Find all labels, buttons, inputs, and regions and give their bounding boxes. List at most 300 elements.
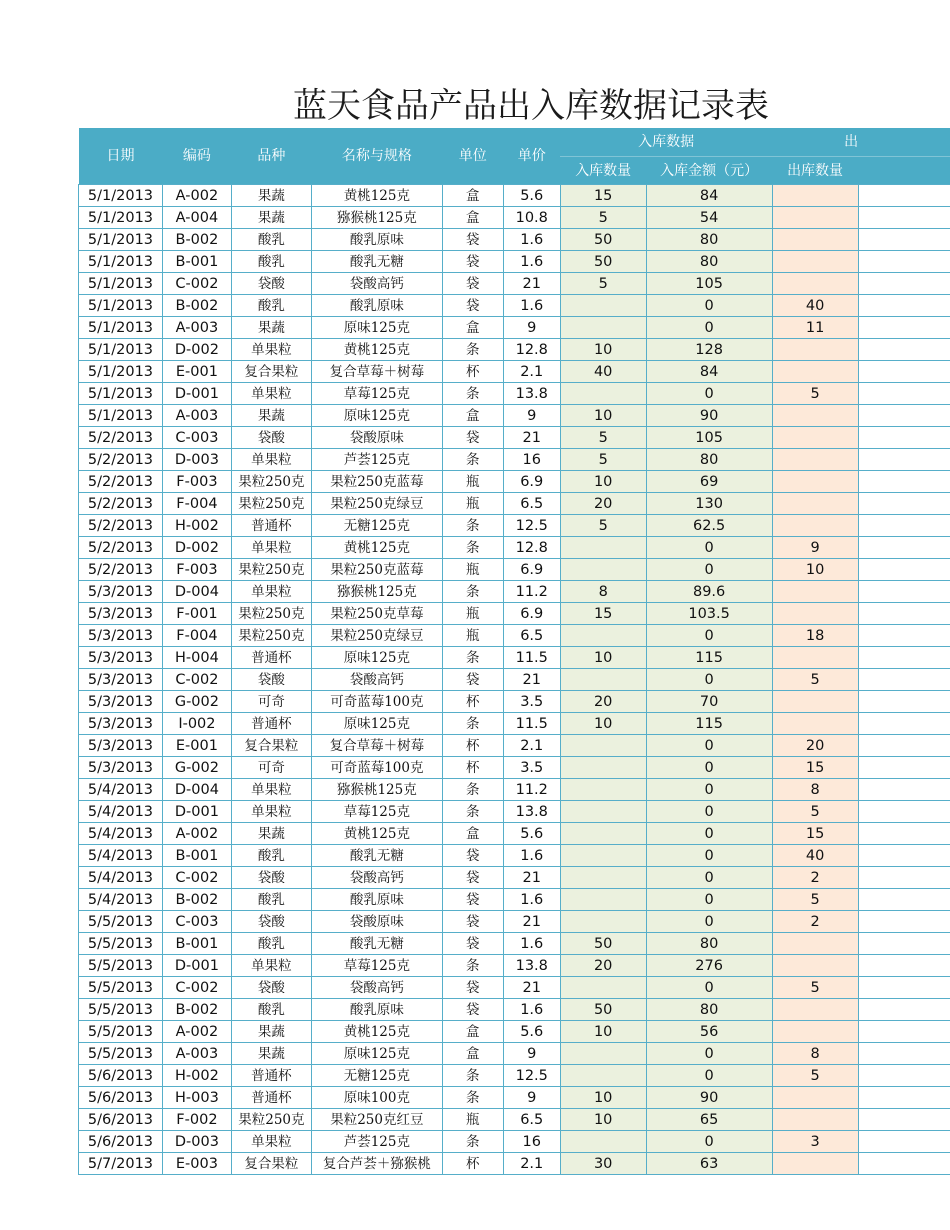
table-row bbox=[79, 273, 950, 295]
cell-code: C-003 bbox=[162, 427, 231, 449]
cell-in-amount: 115 bbox=[646, 713, 772, 735]
cell-out-qty: 11 bbox=[772, 317, 858, 339]
cell-in-amount: 0 bbox=[646, 669, 772, 691]
cell-date: 5/6/2013 bbox=[79, 1087, 163, 1109]
cell-overflow bbox=[858, 625, 950, 647]
cell-name-spec: 芦荟125克 bbox=[311, 449, 442, 471]
header-date: 日期 bbox=[79, 128, 163, 185]
table-row bbox=[79, 1153, 950, 1175]
cell-overflow bbox=[858, 515, 950, 537]
cell-name-spec: 酸乳原味 bbox=[311, 999, 442, 1021]
cell-overflow bbox=[858, 427, 950, 449]
cell-out-qty bbox=[772, 405, 858, 427]
cell-in-qty: 50 bbox=[560, 933, 646, 955]
table-row bbox=[79, 955, 950, 977]
cell-unit: 条 bbox=[442, 801, 503, 823]
cell-price: 21 bbox=[503, 911, 560, 933]
cell-in-qty bbox=[560, 295, 646, 317]
cell-date: 5/7/2013 bbox=[79, 1153, 163, 1175]
cell-in-qty: 8 bbox=[560, 581, 646, 603]
cell-out-qty bbox=[772, 229, 858, 251]
table-row bbox=[79, 801, 950, 823]
cell-name-spec: 原味125克 bbox=[311, 317, 442, 339]
cell-code: B-002 bbox=[162, 999, 231, 1021]
cell-code: G-002 bbox=[162, 757, 231, 779]
cell-category: 普通杯 bbox=[231, 1065, 311, 1087]
cell-unit: 杯 bbox=[442, 757, 503, 779]
cell-out-qty bbox=[772, 1109, 858, 1131]
cell-overflow bbox=[858, 955, 950, 977]
cell-name-spec: 果粒250克绿豆 bbox=[311, 625, 442, 647]
cell-name-spec: 酸乳原味 bbox=[311, 295, 442, 317]
cell-out-qty: 8 bbox=[772, 1043, 858, 1065]
cell-code: B-002 bbox=[162, 229, 231, 251]
cell-price: 21 bbox=[503, 867, 560, 889]
cell-price: 6.5 bbox=[503, 1109, 560, 1131]
cell-unit: 瓶 bbox=[442, 603, 503, 625]
cell-date: 5/3/2013 bbox=[79, 757, 163, 779]
cell-out-qty bbox=[772, 207, 858, 229]
cell-in-amount: 0 bbox=[646, 757, 772, 779]
cell-price: 1.6 bbox=[503, 295, 560, 317]
cell-name-spec: 黄桃125克 bbox=[311, 339, 442, 361]
cell-in-amount: 70 bbox=[646, 691, 772, 713]
cell-in-amount: 80 bbox=[646, 999, 772, 1021]
inventory-table bbox=[78, 128, 950, 1175]
cell-name-spec: 果粒250克草莓 bbox=[311, 603, 442, 625]
cell-in-qty bbox=[560, 1043, 646, 1065]
cell-out-qty: 5 bbox=[772, 383, 858, 405]
cell-name-spec: 袋酸高钙 bbox=[311, 867, 442, 889]
cell-price: 9 bbox=[503, 1043, 560, 1065]
cell-code: A-003 bbox=[162, 1043, 231, 1065]
cell-date: 5/5/2013 bbox=[79, 933, 163, 955]
cell-name-spec: 黄桃125克 bbox=[311, 1021, 442, 1043]
cell-in-amount: 62.5 bbox=[646, 515, 772, 537]
cell-in-amount: 69 bbox=[646, 471, 772, 493]
cell-category: 果蔬 bbox=[231, 207, 311, 229]
cell-category: 酸乳 bbox=[231, 889, 311, 911]
cell-in-amount: 0 bbox=[646, 889, 772, 911]
cell-in-qty: 15 bbox=[560, 603, 646, 625]
cell-out-qty bbox=[772, 1087, 858, 1109]
cell-date: 5/6/2013 bbox=[79, 1109, 163, 1131]
cell-out-qty bbox=[772, 999, 858, 1021]
header-overflow bbox=[858, 157, 950, 185]
cell-in-qty bbox=[560, 911, 646, 933]
cell-category: 复合果粒 bbox=[231, 361, 311, 383]
cell-in-qty: 10 bbox=[560, 1021, 646, 1043]
cell-name-spec: 猕猴桃125克 bbox=[311, 581, 442, 603]
cell-name-spec: 袋酸原味 bbox=[311, 427, 442, 449]
cell-out-qty: 9 bbox=[772, 537, 858, 559]
cell-out-qty bbox=[772, 933, 858, 955]
cell-in-amount: 115 bbox=[646, 647, 772, 669]
cell-price: 11.2 bbox=[503, 581, 560, 603]
cell-in-amount: 0 bbox=[646, 1065, 772, 1087]
cell-in-amount: 90 bbox=[646, 405, 772, 427]
header-unit: 单位 bbox=[442, 128, 503, 185]
cell-in-qty: 50 bbox=[560, 999, 646, 1021]
cell-overflow bbox=[858, 405, 950, 427]
cell-unit: 盒 bbox=[442, 1021, 503, 1043]
cell-in-qty: 5 bbox=[560, 207, 646, 229]
cell-code: C-003 bbox=[162, 911, 231, 933]
cell-category: 酸乳 bbox=[231, 999, 311, 1021]
cell-name-spec: 原味125克 bbox=[311, 713, 442, 735]
cell-category: 单果粒 bbox=[231, 1131, 311, 1153]
cell-in-qty bbox=[560, 1131, 646, 1153]
cell-price: 10.8 bbox=[503, 207, 560, 229]
table-row bbox=[79, 427, 950, 449]
cell-code: F-003 bbox=[162, 471, 231, 493]
cell-overflow bbox=[858, 559, 950, 581]
cell-out-qty: 5 bbox=[772, 801, 858, 823]
cell-overflow bbox=[858, 1087, 950, 1109]
cell-code: A-002 bbox=[162, 1021, 231, 1043]
cell-overflow bbox=[858, 383, 950, 405]
cell-out-qty bbox=[772, 713, 858, 735]
cell-overflow bbox=[858, 1109, 950, 1131]
cell-unit: 杯 bbox=[442, 735, 503, 757]
header-out-group: 出 bbox=[772, 128, 950, 157]
cell-code: B-001 bbox=[162, 933, 231, 955]
cell-unit: 袋 bbox=[442, 669, 503, 691]
cell-date: 5/4/2013 bbox=[79, 823, 163, 845]
cell-unit: 杯 bbox=[442, 691, 503, 713]
cell-in-amount: 84 bbox=[646, 185, 772, 207]
cell-unit: 袋 bbox=[442, 933, 503, 955]
cell-category: 单果粒 bbox=[231, 779, 311, 801]
cell-in-qty bbox=[560, 537, 646, 559]
cell-unit: 袋 bbox=[442, 427, 503, 449]
cell-overflow bbox=[858, 449, 950, 471]
cell-in-amount: 65 bbox=[646, 1109, 772, 1131]
cell-overflow bbox=[858, 273, 950, 295]
cell-code: E-003 bbox=[162, 1153, 231, 1175]
cell-in-amount: 0 bbox=[646, 823, 772, 845]
cell-unit: 盒 bbox=[442, 317, 503, 339]
cell-unit: 袋 bbox=[442, 845, 503, 867]
cell-price: 12.8 bbox=[503, 339, 560, 361]
cell-category: 果粒250克 bbox=[231, 471, 311, 493]
cell-in-amount: 0 bbox=[646, 317, 772, 339]
cell-price: 12.5 bbox=[503, 1065, 560, 1087]
cell-overflow bbox=[858, 1021, 950, 1043]
cell-price: 9 bbox=[503, 1087, 560, 1109]
table-row bbox=[79, 229, 950, 251]
cell-overflow bbox=[858, 933, 950, 955]
cell-unit: 盒 bbox=[442, 823, 503, 845]
cell-date: 5/5/2013 bbox=[79, 999, 163, 1021]
cell-out-qty: 40 bbox=[772, 845, 858, 867]
cell-date: 5/1/2013 bbox=[79, 273, 163, 295]
cell-in-qty bbox=[560, 559, 646, 581]
cell-price: 11.5 bbox=[503, 647, 560, 669]
cell-unit: 条 bbox=[442, 383, 503, 405]
cell-price: 1.6 bbox=[503, 889, 560, 911]
cell-code: B-002 bbox=[162, 889, 231, 911]
cell-overflow bbox=[858, 339, 950, 361]
cell-code: D-003 bbox=[162, 449, 231, 471]
cell-date: 5/1/2013 bbox=[79, 185, 163, 207]
cell-in-qty: 30 bbox=[560, 1153, 646, 1175]
cell-category: 果蔬 bbox=[231, 1021, 311, 1043]
cell-code: F-001 bbox=[162, 603, 231, 625]
cell-in-amount: 0 bbox=[646, 1131, 772, 1153]
cell-overflow bbox=[858, 757, 950, 779]
cell-date: 5/3/2013 bbox=[79, 625, 163, 647]
cell-name-spec: 袋酸高钙 bbox=[311, 273, 442, 295]
cell-code: C-002 bbox=[162, 977, 231, 999]
cell-out-qty bbox=[772, 515, 858, 537]
table-row bbox=[79, 779, 950, 801]
header-category: 品种 bbox=[231, 128, 311, 185]
cell-date: 5/2/2013 bbox=[79, 471, 163, 493]
cell-unit: 条 bbox=[442, 1131, 503, 1153]
table-row bbox=[79, 647, 950, 669]
table-row bbox=[79, 911, 950, 933]
cell-overflow bbox=[858, 185, 950, 207]
cell-name-spec: 复合芦荟＋猕猴桃 bbox=[311, 1153, 442, 1175]
cell-name-spec: 果粒250克蓝莓 bbox=[311, 559, 442, 581]
cell-category: 果粒250克 bbox=[231, 1109, 311, 1131]
cell-in-qty bbox=[560, 625, 646, 647]
table-row bbox=[79, 757, 950, 779]
header-row-group bbox=[79, 128, 950, 157]
cell-unit: 袋 bbox=[442, 867, 503, 889]
cell-category: 果粒250克 bbox=[231, 603, 311, 625]
cell-category: 果粒250克 bbox=[231, 559, 311, 581]
cell-out-qty: 15 bbox=[772, 823, 858, 845]
cell-unit: 盒 bbox=[442, 185, 503, 207]
cell-out-qty bbox=[772, 339, 858, 361]
cell-in-qty bbox=[560, 779, 646, 801]
header-in-qty: 入库数量 bbox=[560, 157, 646, 185]
cell-out-qty: 5 bbox=[772, 889, 858, 911]
cell-date: 5/5/2013 bbox=[79, 1021, 163, 1043]
cell-in-qty: 20 bbox=[560, 493, 646, 515]
cell-in-amount: 103.5 bbox=[646, 603, 772, 625]
cell-code: D-002 bbox=[162, 339, 231, 361]
header-out-qty: 出库数量 bbox=[772, 157, 858, 185]
cell-code: D-004 bbox=[162, 581, 231, 603]
cell-in-amount: 128 bbox=[646, 339, 772, 361]
cell-category: 单果粒 bbox=[231, 383, 311, 405]
cell-in-amount: 0 bbox=[646, 911, 772, 933]
cell-overflow bbox=[858, 647, 950, 669]
cell-in-qty bbox=[560, 867, 646, 889]
cell-price: 13.8 bbox=[503, 801, 560, 823]
cell-in-amount: 0 bbox=[646, 383, 772, 405]
cell-name-spec: 果粒250克绿豆 bbox=[311, 493, 442, 515]
cell-category: 复合果粒 bbox=[231, 1153, 311, 1175]
cell-in-qty: 15 bbox=[560, 185, 646, 207]
cell-unit: 盒 bbox=[442, 207, 503, 229]
cell-in-amount: 0 bbox=[646, 845, 772, 867]
table-row bbox=[79, 977, 950, 999]
table-row bbox=[79, 823, 950, 845]
cell-category: 单果粒 bbox=[231, 801, 311, 823]
cell-unit: 条 bbox=[442, 1065, 503, 1087]
cell-code: B-002 bbox=[162, 295, 231, 317]
cell-date: 5/6/2013 bbox=[79, 1131, 163, 1153]
cell-name-spec: 复合草莓＋树莓 bbox=[311, 735, 442, 757]
cell-unit: 条 bbox=[442, 779, 503, 801]
cell-price: 6.5 bbox=[503, 625, 560, 647]
cell-code: C-002 bbox=[162, 867, 231, 889]
page-title: 蓝天食品产品出入库数据记录表 bbox=[293, 86, 769, 126]
cell-date: 5/5/2013 bbox=[79, 955, 163, 977]
cell-overflow bbox=[858, 1131, 950, 1153]
cell-code: I-002 bbox=[162, 713, 231, 735]
cell-price: 6.9 bbox=[503, 603, 560, 625]
cell-unit: 瓶 bbox=[442, 559, 503, 581]
cell-date: 5/1/2013 bbox=[79, 295, 163, 317]
cell-unit: 条 bbox=[442, 537, 503, 559]
cell-in-qty bbox=[560, 735, 646, 757]
cell-overflow bbox=[858, 889, 950, 911]
table-row bbox=[79, 559, 950, 581]
cell-category: 果蔬 bbox=[231, 317, 311, 339]
cell-category: 普通杯 bbox=[231, 713, 311, 735]
cell-name-spec: 猕猴桃125克 bbox=[311, 207, 442, 229]
cell-name-spec: 酸乳无糖 bbox=[311, 845, 442, 867]
cell-date: 5/1/2013 bbox=[79, 361, 163, 383]
cell-code: E-001 bbox=[162, 735, 231, 757]
cell-unit: 杯 bbox=[442, 1153, 503, 1175]
cell-unit: 袋 bbox=[442, 229, 503, 251]
cell-category: 普通杯 bbox=[231, 515, 311, 537]
cell-overflow bbox=[858, 1153, 950, 1175]
cell-name-spec: 无糖125克 bbox=[311, 515, 442, 537]
cell-category: 果蔬 bbox=[231, 405, 311, 427]
cell-overflow bbox=[858, 317, 950, 339]
header-in-group: 入库数据 bbox=[560, 128, 772, 157]
cell-out-qty bbox=[772, 955, 858, 977]
cell-unit: 条 bbox=[442, 955, 503, 977]
cell-code: D-001 bbox=[162, 801, 231, 823]
table-row bbox=[79, 691, 950, 713]
cell-price: 3.5 bbox=[503, 757, 560, 779]
table-row bbox=[79, 339, 950, 361]
header-in-amount: 入库金额（元） bbox=[646, 157, 772, 185]
cell-in-amount: 54 bbox=[646, 207, 772, 229]
cell-in-qty bbox=[560, 383, 646, 405]
cell-in-amount: 0 bbox=[646, 537, 772, 559]
cell-category: 酸乳 bbox=[231, 229, 311, 251]
cell-name-spec: 袋酸高钙 bbox=[311, 977, 442, 999]
table-row bbox=[79, 1109, 950, 1131]
cell-in-amount: 0 bbox=[646, 625, 772, 647]
cell-overflow bbox=[858, 911, 950, 933]
cell-price: 16 bbox=[503, 1131, 560, 1153]
cell-date: 5/4/2013 bbox=[79, 779, 163, 801]
cell-category: 果粒250克 bbox=[231, 493, 311, 515]
table-row bbox=[79, 207, 950, 229]
cell-unit: 盒 bbox=[442, 1043, 503, 1065]
cell-overflow bbox=[858, 823, 950, 845]
cell-code: H-002 bbox=[162, 515, 231, 537]
cell-out-qty: 2 bbox=[772, 911, 858, 933]
cell-category: 酸乳 bbox=[231, 251, 311, 273]
cell-overflow bbox=[858, 361, 950, 383]
cell-out-qty bbox=[772, 1153, 858, 1175]
table-row bbox=[79, 515, 950, 537]
cell-overflow bbox=[858, 471, 950, 493]
table-row bbox=[79, 471, 950, 493]
table-row bbox=[79, 361, 950, 383]
cell-category: 单果粒 bbox=[231, 581, 311, 603]
cell-unit: 条 bbox=[442, 449, 503, 471]
cell-out-qty bbox=[772, 603, 858, 625]
cell-price: 11.2 bbox=[503, 779, 560, 801]
cell-in-qty bbox=[560, 317, 646, 339]
cell-code: A-003 bbox=[162, 405, 231, 427]
cell-overflow bbox=[858, 977, 950, 999]
cell-category: 果蔬 bbox=[231, 823, 311, 845]
cell-out-qty: 5 bbox=[772, 669, 858, 691]
cell-out-qty bbox=[772, 647, 858, 669]
table-row bbox=[79, 603, 950, 625]
cell-name-spec: 无糖125克 bbox=[311, 1065, 442, 1087]
cell-in-qty: 40 bbox=[560, 361, 646, 383]
cell-code: C-002 bbox=[162, 273, 231, 295]
cell-price: 6.9 bbox=[503, 471, 560, 493]
cell-category: 果蔬 bbox=[231, 1043, 311, 1065]
cell-code: E-001 bbox=[162, 361, 231, 383]
cell-date: 5/4/2013 bbox=[79, 845, 163, 867]
cell-code: F-004 bbox=[162, 625, 231, 647]
cell-name-spec: 原味125克 bbox=[311, 405, 442, 427]
cell-out-qty: 10 bbox=[772, 559, 858, 581]
cell-in-amount: 105 bbox=[646, 427, 772, 449]
cell-overflow bbox=[858, 493, 950, 515]
cell-name-spec: 袋酸高钙 bbox=[311, 669, 442, 691]
cell-price: 11.5 bbox=[503, 713, 560, 735]
cell-price: 2.1 bbox=[503, 361, 560, 383]
cell-category: 袋酸 bbox=[231, 427, 311, 449]
table-row bbox=[79, 933, 950, 955]
table-row bbox=[79, 581, 950, 603]
cell-unit: 条 bbox=[442, 713, 503, 735]
cell-in-amount: 0 bbox=[646, 867, 772, 889]
table-row bbox=[79, 449, 950, 471]
cell-code: C-002 bbox=[162, 669, 231, 691]
cell-code: D-004 bbox=[162, 779, 231, 801]
cell-name-spec: 草莓125克 bbox=[311, 801, 442, 823]
table-row bbox=[79, 1131, 950, 1153]
cell-category: 袋酸 bbox=[231, 911, 311, 933]
cell-in-amount: 0 bbox=[646, 801, 772, 823]
cell-category: 袋酸 bbox=[231, 977, 311, 999]
cell-name-spec: 原味125克 bbox=[311, 647, 442, 669]
cell-name-spec: 袋酸原味 bbox=[311, 911, 442, 933]
cell-in-amount: 56 bbox=[646, 1021, 772, 1043]
table-row bbox=[79, 251, 950, 273]
cell-unit: 袋 bbox=[442, 295, 503, 317]
table-row bbox=[79, 867, 950, 889]
cell-price: 3.5 bbox=[503, 691, 560, 713]
cell-overflow bbox=[858, 691, 950, 713]
cell-in-qty bbox=[560, 757, 646, 779]
cell-in-qty: 10 bbox=[560, 405, 646, 427]
cell-unit: 杯 bbox=[442, 361, 503, 383]
cell-category: 可奇 bbox=[231, 691, 311, 713]
cell-category: 果蔬 bbox=[231, 185, 311, 207]
cell-in-qty bbox=[560, 889, 646, 911]
cell-code: F-004 bbox=[162, 493, 231, 515]
